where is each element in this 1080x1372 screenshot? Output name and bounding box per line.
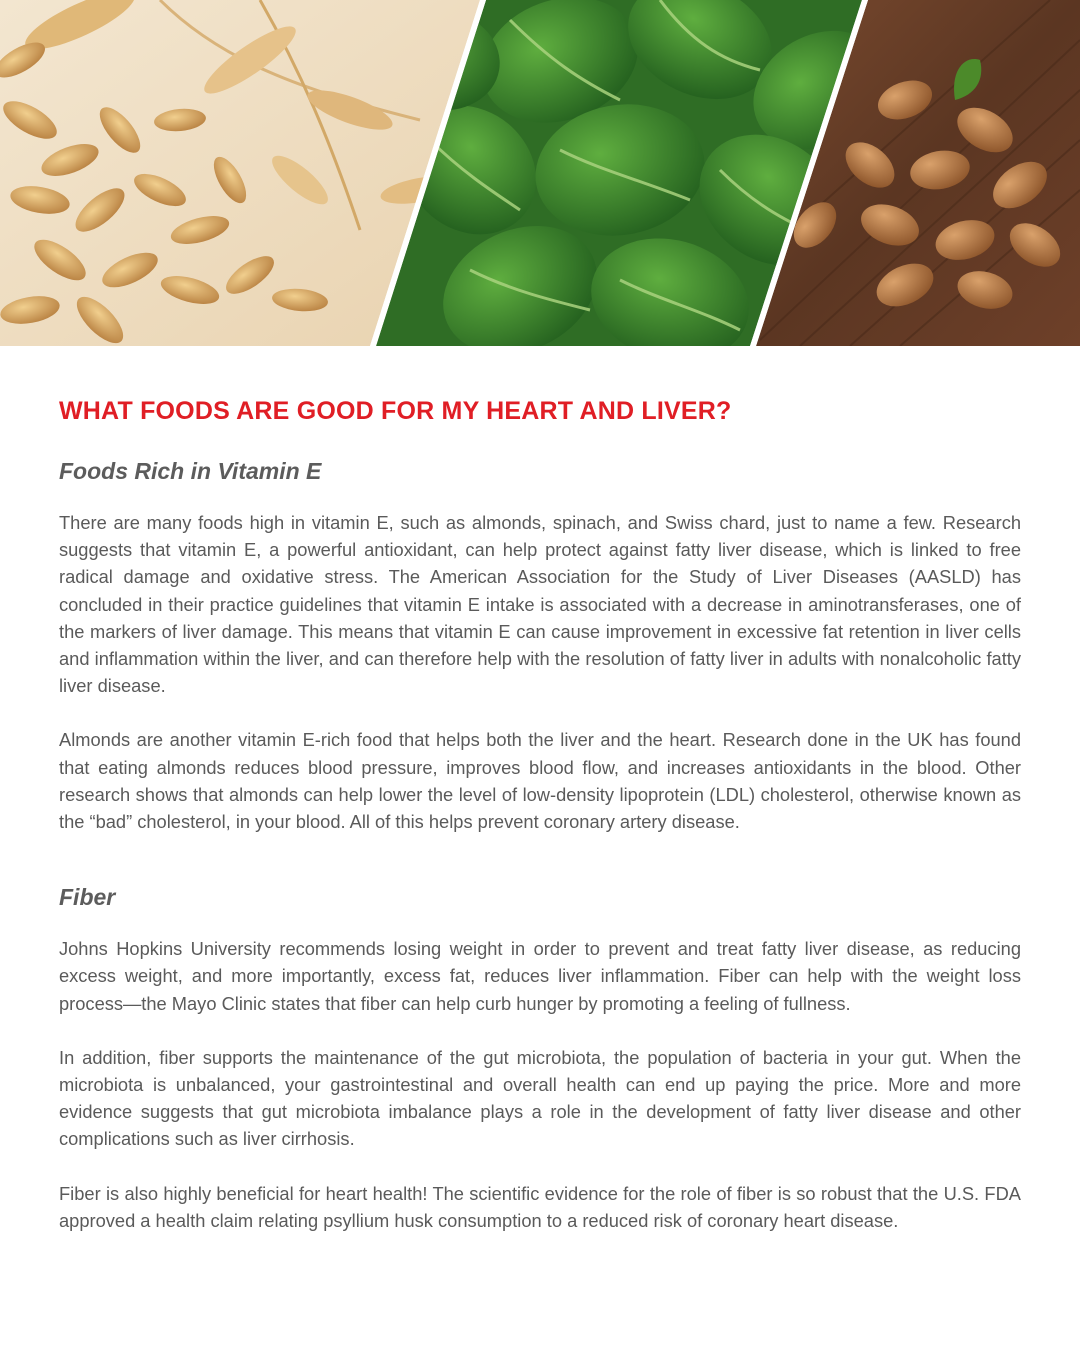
article [59,393,1021,1234]
paragraph-vitamin-e-2: Almonds are another vitamin E-rich food that helps both the liver and the heart. Research done in the UK has found that eating almonds reduces blood pressure, improves blood flow, and increases antioxidants in the blood. Other research shows that almonds can help lower the level of low-density lipoprotein (LDL) cholesterol, otherwise known as the “bad” cholesterol, in your blood. All of this helps prevent coronary artery disease. [59,729,1021,833]
page-title: WHAT FOODS ARE GOOD FOR MY HEART AND LIVER? [59,397,732,425]
paragraph-vitamin-e-1: There are many foods high in vitamin E, such as almonds, spinach, and Swiss chard, just to name a few. Research suggests that vitamin E, a powerful antioxidant, can help protect against fatty liver disease, which is linked to free radical damage and oxidative stress. The American Association for the Study of Liver Diseases (AASLD) has concluded in their practice guidelines that vitamin E intake is associated with a decrease in aminotransferases, one of the markers of liver damage. This means that vitamin E can cause improvement in excessive fat retention in liver cells and inflammation within the liver, and can therefore help with the resolution of fatty liver in adults with nonalcoholic fatty liver disease. [59,512,1021,697]
paragraph-fiber-1: Johns Hopkins University recommends losing weight in order to prevent and treat fatty liver disease, as reducing excess weight, and more importantly, excess fat, reduces liver inflammation. Fiber can help with the weight loss process—the Mayo Clinic states that fiber can help curb hunger by promoting a feeling of fullness. [59,938,1021,1014]
paragraph-fiber-2: In addition, fiber supports the maintenance of the gut microbiota, the population of bacteria in your gut. When the microbiota is unbalanced, your gastrointestinal and overall health can end up paying the price. More and more evidence suggests that gut microbiota imbalance plays a role in the development of fatty liver disease and other complications such as liver cirrhosis. [59,1046,1021,1150]
hero-banner [0,0,1080,346]
paragraph-fiber-3: Fiber is also highly beneficial for heart health! The scientific evidence for the role of fiber is so robust that the U.S. FDA approved a health claim relating psyllium husk consumption to a reduced risk of coronary heart disease. [59,1182,1021,1231]
section-heading-fiber: Fiber [59,884,116,911]
section-heading-vitamin-e: Foods Rich in Vitamin E [59,458,322,484]
